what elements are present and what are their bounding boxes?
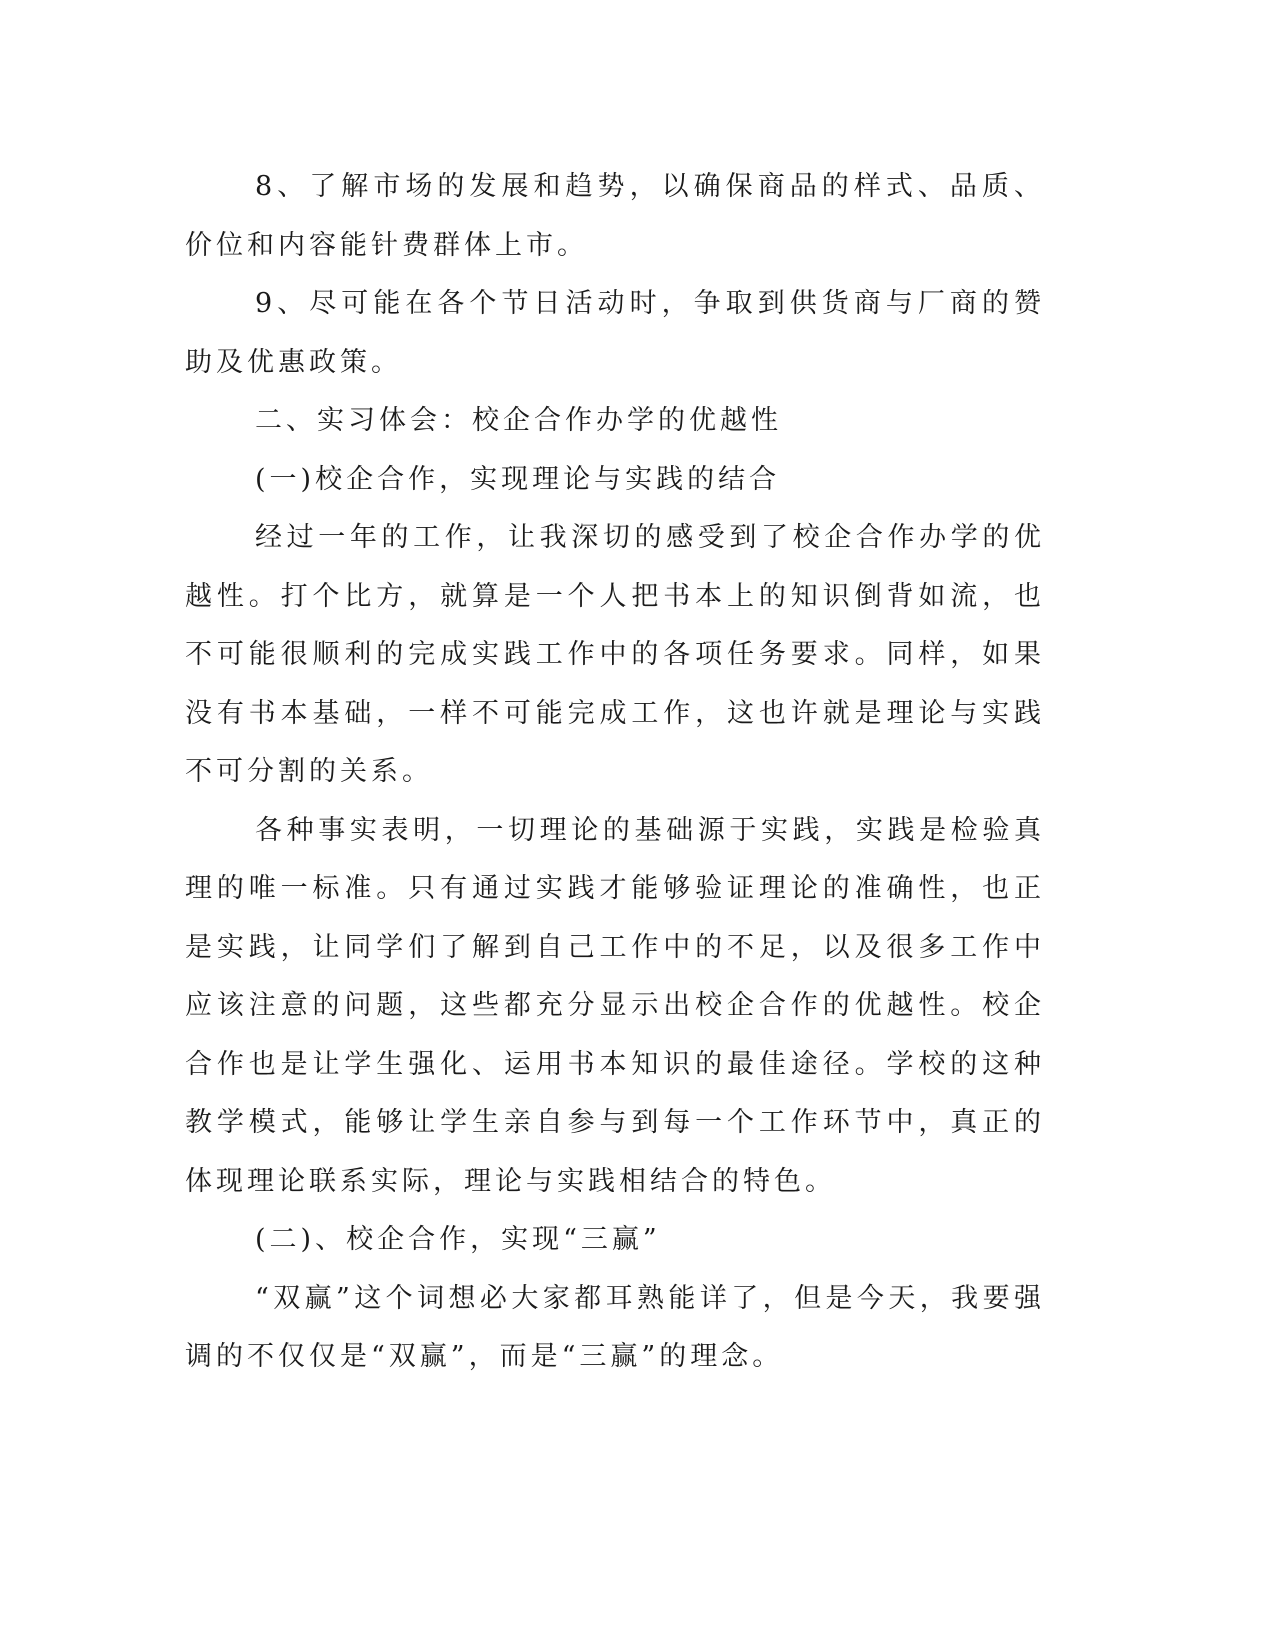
paragraph-item-9: 9、尽可能在各个节日活动时，争取到供货商与厂商的赞助及优惠政策。 xyxy=(185,288,1045,378)
document-body xyxy=(185,158,1045,1387)
subsection-heading-2: (二)、校企合作，实现“三赢” xyxy=(255,1224,661,1255)
subsection-heading-1: (一)校企合作，实现理论与实践的结合 xyxy=(255,463,781,495)
section-heading: 二、实习体会：校企合作办学的优越性 xyxy=(255,405,782,436)
paragraph-item-8: 8、了解市场的发展和趋势，以确保商品的样式、品质、价位和内容能针费群体上市。 xyxy=(185,171,1045,261)
body-paragraph: “双赢”这个词想必大家都耳熟能详了，但是今天，我要强调的不仅仅是“双赢”，而是“三赢”的理念。 xyxy=(185,1282,1045,1372)
body-paragraph: 各种事实表明，一切理论的基础源于实践，实践是检验真理的唯一标准。只有通过实践才能够验证理论的准确性，也正是实践，让同学们了解到自己工作中的不足，以及很多工作中应该注意的问题，这些都充分显示出校企合作的优越性。校企合作也是让学生强化、运用书本知识的最佳途径。学校的这种教学模式，能够让学生亲自参与到每一个工作环节中，真正的体现理论联系实际，理论与实践相结合的特色。 xyxy=(185,814,1045,1197)
body-paragraph: 经过一年的工作，让我深切的感受到了校企合作办学的优越性。打个比方，就算是一个人把书本上的知识倒背如流，也不可能很顺利的完成实践工作中的各项任务要求。同样，如果没有书本基础，一样不可能完成工作，这也许就是理论与实践不可分割的关系。 xyxy=(185,522,1045,787)
